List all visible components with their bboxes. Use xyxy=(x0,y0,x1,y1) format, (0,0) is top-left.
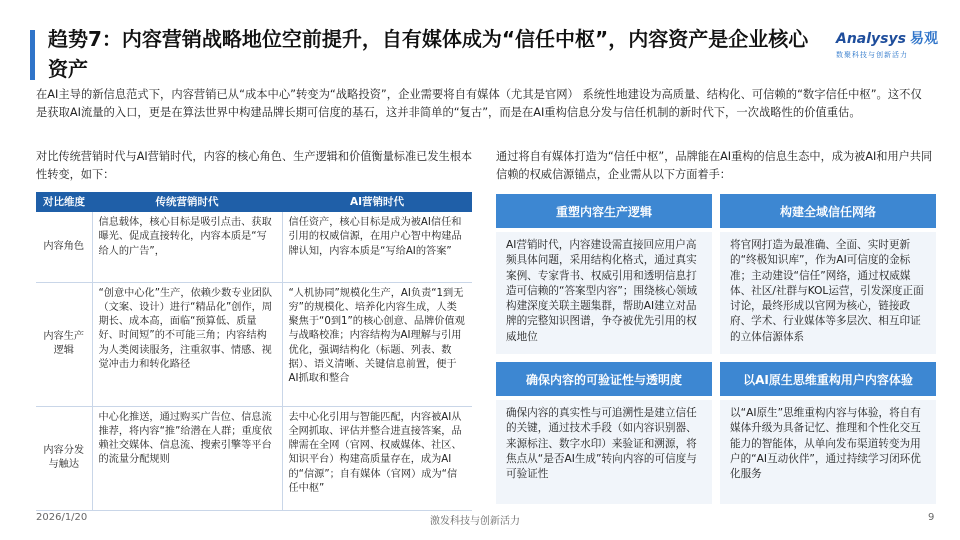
row-traditional: 信息载体，核心目标是吸引点击、获取曝光、促成直接转化，内容本质是“写给人的广告”， xyxy=(92,212,282,282)
comparison-table xyxy=(36,192,472,511)
card-body-content-production: AI营销时代，内容建设需直接回应用户高频具体问题，采用结构化格式，通过真实案例、专家背书、权威引用和透明信息打造可信赖的“答案型内容”；围绕核心领域构建深度关联主题集群，帮助AI建立对品牌的完整知识图谱，争夺被优先引用的权威地位 xyxy=(496,232,712,354)
header-dimension: 对比维度 xyxy=(36,192,92,212)
row-dimension: 内容分发与触达 xyxy=(36,406,92,510)
card-body-verifiability: 确保内容的真实性与可追溯性是建立信任的关键，通过技术手段（如内容识别器、来源标注、数字水印）来验证和溯源，将焦点从“是否AI生成”转向内容的可信度与可验证性 xyxy=(496,400,712,504)
row-ai: 信任资产，核心目标是成为被AI信任和引用的权威信源，在用户心智中构建品牌认知，内容本质是“写给AI的答案” xyxy=(282,212,472,282)
logo-text: nalysys xyxy=(846,31,906,47)
table-header-row xyxy=(36,192,472,212)
card-title-verifiability: 确保内容的可验证性与透明度 xyxy=(496,362,712,396)
intro-paragraph: 在AI主导的新信息范式下，内容营销已从“成本中心”转变为“战略投资”，企业需要将自有媒体（尤其是官网） 系统性地建设为高质量、结构化、可信赖的“数字信任中枢”。这不仅是获取AI流量的入口，更是在算法世界中构建品牌长期可信度的基石，这并非简单的“复古”，而是在AI重构信息分发与信任机制的新时代下，一次战略性的价值重估。 xyxy=(36,88,922,119)
card-title-trust-network: 构建全域信任网络 xyxy=(720,194,936,228)
header-ai: AI营销时代 xyxy=(282,192,472,212)
logo-mark: A xyxy=(836,31,847,47)
page-title: 趋势7：内容营销战略地位空前提升，自有媒体成为“信任中枢”，内容资产是企业核心资产 xyxy=(48,27,809,81)
table-row xyxy=(36,212,472,282)
card-title-content-production: 重塑内容生产逻辑 xyxy=(496,194,712,228)
row-traditional: 中心化推送，通过购买广告位、信息流推荐，将内容“推”给潜在人群；重度依赖社交媒体、信息流、搜索引擎等平台的流量分配规则 xyxy=(92,406,282,510)
card-title-ai-native: 以AI原生思维重构用户内容体验 xyxy=(720,362,936,396)
card-body-trust-network: 将官网打造为最准确、全面、实时更新的“终极知识库”，作为AI可信度的金标准；主动建设“信任”网络，通过权威媒体、社区/社群与KOL运营，引发深度正面讨论，最终形成以官网为核心，链接政府、学术、行业媒体等多层次、相互印证的立体信源体系 xyxy=(720,232,936,354)
brand-logo xyxy=(836,28,946,64)
table-row xyxy=(36,406,472,510)
table-intro: 对比传统营销时代与AI营销时代，内容的核心角色、生产逻辑和价值衡量标准已发生根本性转变，如下： xyxy=(36,150,473,181)
row-ai: 去中心化引用与智能匹配，内容被AI从全网抓取、评估并整合进直接答案，品牌需在全网（官网、权威媒体、社区、知识平台）构建高质量存在，成为AI的“信源”；自有媒体（官网）成为“信任中枢” xyxy=(282,406,472,510)
footer-date: 2026/1/20 xyxy=(36,512,88,523)
row-ai: “人机协同”规模化生产，AI负责“1到无穷”的规模化、培养化内容生成，人类聚焦于“0到1”的核心创意、品牌价值观与战略校准；内容结构为AI理解与引用优化，强调结构化（标题、列表、数据）、语义清晰、关键信息前置，便于AI抓取和整合 xyxy=(282,282,472,406)
logo-tagline: 数聚科技与创新活力 xyxy=(836,51,908,59)
cards-intro: 通过将自有媒体打造为“信任中枢”，品牌能在AI重构的信息生态中，成为被AI和用户共同信赖的权威信源锚点，企业需从以下方面着手： xyxy=(496,150,933,181)
page-number: 9 xyxy=(928,512,935,523)
logo-wordmark xyxy=(836,28,946,48)
logo-cn: 易观 xyxy=(909,31,938,47)
row-dimension: 内容角色 xyxy=(36,212,92,282)
table-row xyxy=(36,282,472,406)
title-accent-bar xyxy=(30,30,35,80)
footer-slogan: 激发科技与创新活力 xyxy=(430,516,520,527)
header-traditional: 传统营销时代 xyxy=(92,192,282,212)
row-dimension: 内容生产逻辑 xyxy=(36,282,92,406)
card-body-ai-native: 以“AI原生”思维重构内容与体验，将自有媒体升级为具备记忆、推理和个性化交互能力的智能体，从单向发布渠道转变为用户的“AI互动伙伴”，通过持续学习闭环优化服务 xyxy=(720,400,936,504)
row-traditional: “创意中心化”生产，依赖少数专业团队（文案、设计）进行“精品化”创作，周期长、成本高，面临“预算低、质量好、时间短”的不可能三角；内容结构为人类阅读服务，注重叙事、情感、视觉冲击力和转化路径 xyxy=(92,282,282,406)
